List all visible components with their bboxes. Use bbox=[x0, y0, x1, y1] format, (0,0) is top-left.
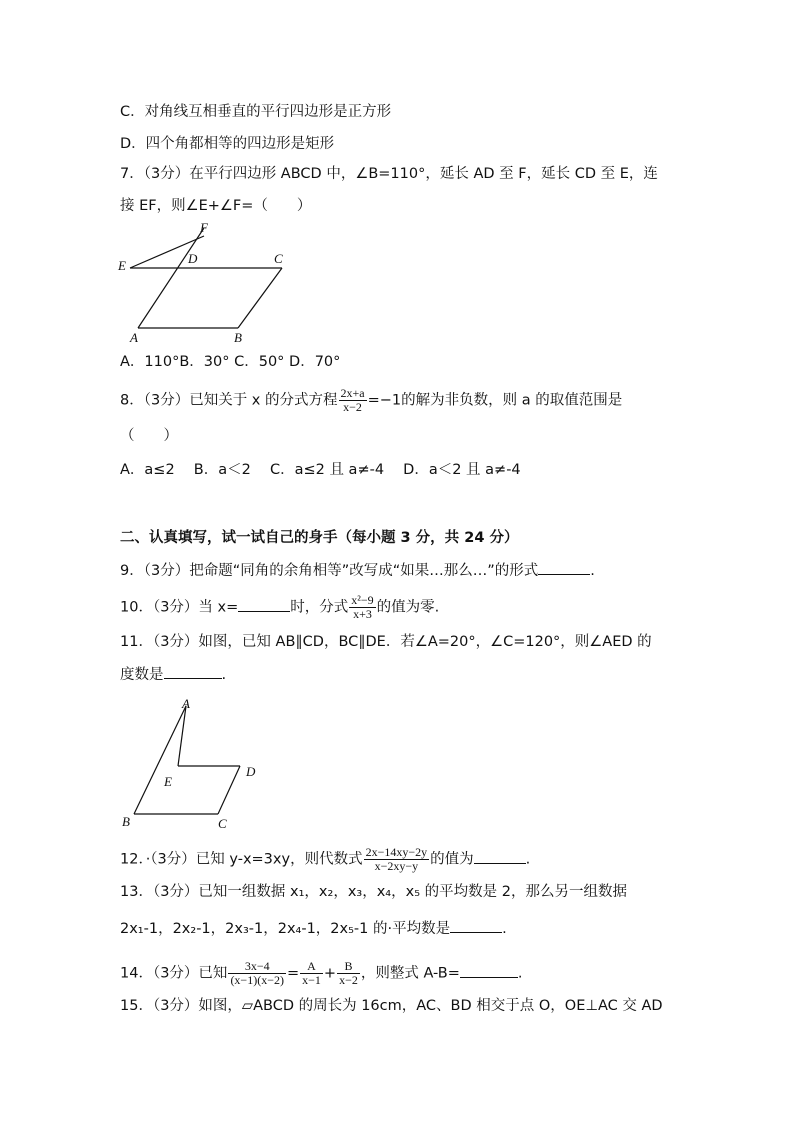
q10-suffix: 的值为零. bbox=[376, 599, 440, 616]
q8-fraction-denominator: x−2 bbox=[343, 400, 362, 414]
q14-prefix: 14．（3分）已知 bbox=[120, 965, 228, 982]
q14-a-denominator: x−1 bbox=[302, 973, 321, 987]
q10-line bbox=[120, 594, 439, 621]
q10-fraction bbox=[349, 594, 375, 621]
q14-fraction-a bbox=[300, 960, 323, 987]
q8-options: A．a≤2 B．a＜2 C．a≤2 且 a≠-4 D．a＜2 且 a≠-4 bbox=[120, 462, 521, 478]
q7-segment-af bbox=[138, 228, 204, 328]
q12-prefix: 12．·（3分）已知 y-x=3xy，则代数式 bbox=[120, 851, 363, 868]
q11-text-line1: 11．（3分）如图，已知 AB∥CD，BC∥DE．若∠A=20°，∠C=120°，则∠AED 的 bbox=[120, 634, 652, 650]
q14-lhs-numerator: 3x−4 bbox=[228, 960, 286, 974]
q14-lhs-denominator: (x−1)(x−2) bbox=[230, 973, 284, 987]
q11-label-e: E bbox=[164, 774, 172, 789]
q12-suffix: 的值为 bbox=[430, 851, 474, 868]
q8-text-line1 bbox=[120, 387, 622, 414]
q12-fraction-denominator: x−2xy−y bbox=[374, 859, 419, 873]
q7-label-e: E bbox=[118, 258, 126, 273]
q8-fraction bbox=[339, 387, 367, 414]
q7-figure bbox=[112, 218, 312, 346]
q7-label-d: D bbox=[188, 251, 198, 266]
q9-text: 9．（3分）把命题“同角的余角相等”改写成“如果…那么…”的形式 bbox=[120, 563, 539, 579]
q7-label-b: B bbox=[234, 330, 242, 345]
q13-text-line2 bbox=[120, 918, 507, 939]
q11-text-line2 bbox=[120, 664, 226, 685]
q10-answer-blank bbox=[238, 597, 290, 612]
q8-paren: （ ） bbox=[120, 428, 178, 444]
q13-prefix: 2x₁-1，2x₂-1，2x₃-1，2x₄-1，2x₅-1 的·平均数是 bbox=[120, 921, 451, 937]
q14-plus: + bbox=[323, 965, 337, 982]
q9-end: . bbox=[590, 563, 595, 579]
q11-label-b: B bbox=[122, 814, 130, 829]
q12-end: . bbox=[525, 851, 531, 868]
q14-answer-blank bbox=[460, 963, 518, 978]
q14-equals: = bbox=[286, 965, 300, 982]
option-d-line: D．四个角都相等的四边形是矩形 bbox=[120, 136, 335, 152]
q14-b-numerator: B bbox=[337, 960, 360, 974]
q11-label-d: D bbox=[246, 764, 256, 779]
q11-segment-dc bbox=[218, 766, 240, 814]
q12-fraction bbox=[364, 846, 430, 873]
q14-fraction-lhs bbox=[228, 960, 286, 987]
q8-prefix: 8．（3分）已知关于 x 的分式方程 bbox=[120, 392, 338, 409]
q14-fraction-b bbox=[337, 960, 360, 987]
q11-end: . bbox=[221, 667, 227, 683]
q13-text-line1: 13．（3分）已知一组数据 x₁，x₂，x₃，x₄，x₅ 的平均数是 2，那么另一组数据 bbox=[120, 884, 627, 900]
q14-line bbox=[120, 960, 522, 987]
q7-text-line2: 接 EF，则∠E+∠F=（ ） bbox=[120, 198, 312, 214]
q10-fraction-denominator: x+3 bbox=[353, 607, 372, 621]
q11-label-c: C bbox=[218, 816, 227, 831]
q7-label-f: F bbox=[200, 220, 208, 235]
q7-segment-bc bbox=[238, 268, 282, 328]
q10-prefix: 10．（3分）当 x= bbox=[120, 599, 239, 616]
q11-answer-blank bbox=[164, 664, 222, 679]
q8-suffix: =−1的解为非负数，则 a 的取值范围是 bbox=[367, 392, 623, 409]
q12-fraction-numerator: 2x−14xy−2y bbox=[365, 845, 428, 859]
q10-fraction-numerator: x²−9 bbox=[351, 593, 374, 607]
q10-mid: 时，分式 bbox=[290, 599, 349, 616]
q11-prefix: 度数是 bbox=[120, 667, 164, 683]
q7-options: A．110°B．30° C．50° D．70° bbox=[120, 354, 341, 370]
q7-label-c: C bbox=[274, 251, 283, 266]
option-c-line: C．对角线互相垂直的平行四边形是正方形 bbox=[120, 104, 392, 120]
q14-end: . bbox=[517, 965, 523, 982]
q9-answer-blank bbox=[538, 560, 590, 575]
q7-label-a: A bbox=[130, 330, 138, 345]
q14-suffix: ，则整式 A-B= bbox=[360, 965, 460, 982]
q14-a-numerator: A bbox=[300, 960, 323, 974]
q8-fraction-numerator: 2x+a bbox=[340, 386, 365, 400]
q15-text-line1: 15．（3分）如图，▱ABCD 的周长为 16cm，AC、BD 相交于点 O，OE⊥AC 交 AD bbox=[120, 998, 663, 1014]
q13-end: . bbox=[502, 921, 507, 937]
q14-b-denominator: x−2 bbox=[339, 973, 358, 987]
q11-label-a: A bbox=[182, 696, 190, 711]
q9-line bbox=[120, 560, 595, 581]
q11-figure bbox=[112, 694, 272, 834]
q7-text-line1: 7．（3分）在平行四边形 ABCD 中，∠B=110°，延长 AD 至 F，延长 CD 至 E，连 bbox=[120, 166, 658, 182]
q12-answer-blank bbox=[474, 849, 526, 864]
section-title: 二、认真填写，试一试自己的身手（每小题 3 分，共 24 分） bbox=[120, 530, 519, 546]
q13-answer-blank bbox=[450, 918, 502, 933]
q12-line bbox=[120, 846, 530, 873]
